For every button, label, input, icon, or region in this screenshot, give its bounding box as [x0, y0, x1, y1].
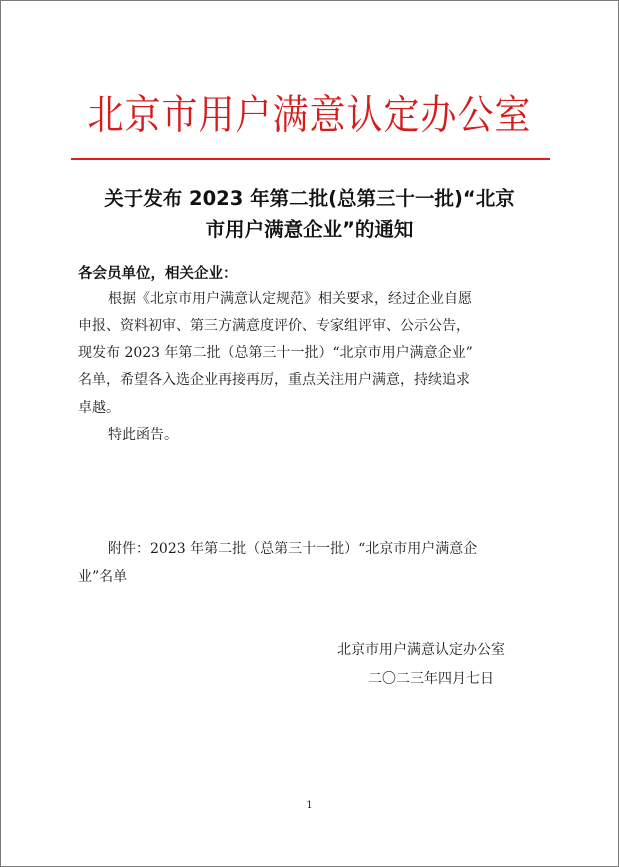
- notice-title: [61, 183, 558, 245]
- body-line: 申报、资料初审、第三方满意度评价、专家组评审、公示公告，: [78, 318, 470, 334]
- body-line: 卓越。: [78, 400, 120, 416]
- signature-org: 北京市用户满意认定办公室: [337, 642, 505, 658]
- signature-date: 二〇二三年四月七日: [368, 671, 494, 687]
- letterhead-title: 北京市用户满意认定办公室: [87, 92, 532, 139]
- notice-title-line-2: 市用户满意企业”的通知: [205, 218, 414, 241]
- notice-title-line-1: 关于发布 2023 年第二批(总第三十一批)“北京: [104, 187, 515, 210]
- body-line: 现发布 2023 年第二批（总第三十一批）“北京市用户满意企业”: [78, 345, 473, 361]
- letterhead-red-rule: [71, 158, 550, 160]
- attachment-line: 附件：2023 年第二批（总第三十一批）“北京市用户满意企: [108, 541, 478, 557]
- salutation: 各会员单位，相关企业：: [78, 266, 238, 282]
- page-number: 1: [306, 800, 313, 811]
- attachment-line: 业”名单: [78, 569, 128, 585]
- body-line: 名单，希望各入选企业再接再厉，重点关注用户满意，持续追求: [78, 372, 470, 388]
- closing-remark: 特此函告。: [108, 427, 178, 443]
- body-line: 根据《北京市用户满意认定规范》相关要求，经过企业自愿: [108, 291, 472, 307]
